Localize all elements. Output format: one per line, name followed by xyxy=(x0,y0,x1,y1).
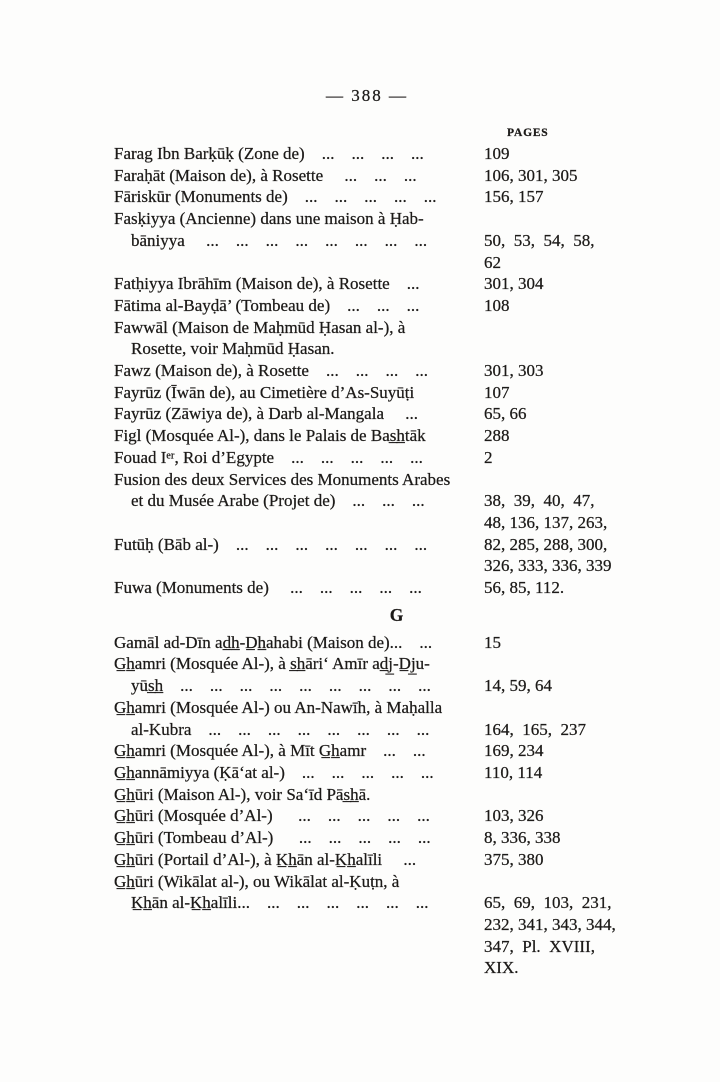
section-heading: G xyxy=(389,604,405,625)
entry-text: al-Kubra ... ... ... ... ... ... ... ... xyxy=(131,719,430,739)
index-entry-line xyxy=(114,914,620,936)
index-entry-line xyxy=(114,252,620,274)
entry-text: bāniyya ... ... ... ... ... ... ... ... xyxy=(131,230,428,250)
entry-pages: XIX. xyxy=(484,958,519,978)
entry-text: G̲h̲ūri (Maison Al-), voir Sa‘īd Pās̲h̲ā. xyxy=(114,784,371,804)
index-entry-line xyxy=(114,784,620,806)
entry-text: G̲h̲ūri (Tombeau d’Al-) ... ... ... ... ... xyxy=(114,828,431,848)
index-entry-line xyxy=(114,719,620,741)
entry-text: Futūḥ (Bāb al-) ... ... ... ... ... ... ... xyxy=(114,534,428,554)
pages-column-header-row xyxy=(114,123,620,138)
index-content xyxy=(114,123,620,979)
entry-pages: 347, Pl. XVIII, xyxy=(484,936,595,956)
entry-text: G̲h̲amri (Mosquée Al-), à s̲h̲āri‘ Amīr ad̲j̲-D̲j̲u- xyxy=(114,654,430,674)
entry-pages: 164, 165, 237 xyxy=(484,719,586,739)
entry-text: yūs̲h̲ ... ... ... ... ... ... ... ... ... xyxy=(131,676,431,696)
entry-pages xyxy=(484,469,620,491)
entry-pages: 8, 336, 338 xyxy=(484,828,561,848)
entry-pages: 50, 53, 54, 58, xyxy=(484,230,595,250)
index-entry-line xyxy=(114,697,620,719)
index-entry-line xyxy=(114,827,620,849)
entry-pages: 109 xyxy=(484,144,510,163)
entry-text: Fuwa (Monuments de) ... ... ... ... ... xyxy=(114,578,422,598)
entry-pages: 169, 234 xyxy=(484,741,544,761)
entry-pages xyxy=(484,208,620,230)
index-entry-line xyxy=(114,186,620,208)
index-entry-line xyxy=(114,805,620,827)
entry-text: Fayrūz (Īwān de), au Cimetière d’As-Suyūṭi xyxy=(114,382,415,402)
index-entry-line xyxy=(114,295,620,317)
index-entry-line xyxy=(114,425,620,447)
entry-pages: 38, 39, 40, 47, xyxy=(484,491,595,511)
entry-text: Fayrūz (Zāwiya de), à Darb al-Mangala ... xyxy=(114,404,418,424)
entry-text: Fusion des deux Services des Monuments Arabes xyxy=(114,469,451,489)
entry-text xyxy=(114,914,484,936)
entry-text: G̲h̲annāmiyya (Ḳā‘at al-) ... ... ... ... ... xyxy=(114,762,434,782)
entry-pages: 156, 157 xyxy=(484,187,544,207)
entry-pages: 65, 69, 103, 231, xyxy=(484,893,612,913)
entry-pages xyxy=(484,697,620,719)
index-entry-line xyxy=(114,382,620,404)
index-entry-line xyxy=(114,447,620,469)
entry-text: Gamāl ad-Dīn ad̲h̲-D̲h̲ahabi (Maison de)... ... xyxy=(114,632,433,652)
entry-text: et du Musée Arabe (Projet de) ... ... ... xyxy=(131,491,425,511)
entry-pages xyxy=(484,653,620,675)
index-entry-line xyxy=(114,273,620,295)
entry-pages: 2 xyxy=(484,447,493,467)
index-entry-line xyxy=(114,208,620,230)
entry-pages: 62 xyxy=(484,252,501,272)
index-entry-line xyxy=(114,871,620,893)
entry-pages: 301, 303 xyxy=(484,361,544,381)
entry-text: Figl (Mosquée Al-), dans le Palais de Bas̲h̲tāk xyxy=(114,426,426,446)
entry-text: G̲h̲ūri (Mosquée d’Al-) ... ... ... ... ... xyxy=(114,806,430,826)
entry-pages: 288 xyxy=(484,426,510,446)
entry-pages: 15 xyxy=(484,632,501,652)
entry-pages xyxy=(484,784,620,806)
index-entry-line xyxy=(114,632,620,654)
entry-pages: 375, 380 xyxy=(484,849,544,869)
entry-pages xyxy=(484,317,620,339)
entry-text: Fouad Iᵉʳ, Roi d’Egypte ... ... ... ... ... xyxy=(114,447,423,467)
entry-text xyxy=(114,957,484,979)
entry-pages: 110, 114 xyxy=(484,762,543,782)
index-entry-line xyxy=(114,143,620,165)
entry-pages: 103, 326 xyxy=(484,806,544,826)
index-entry-line xyxy=(114,577,620,599)
entry-text: Fātima al-Bayḍā’ (Tombeau de) ... ... ... xyxy=(114,295,420,315)
entry-pages xyxy=(484,338,620,360)
entry-text: Fasḳiyya (Ancienne) dans une maison à Ḥab- xyxy=(114,209,424,229)
entry-text: K̲h̲ān al-K̲h̲alīli... ... ... ... ... ... ... xyxy=(131,893,429,913)
entry-pages: 108 xyxy=(484,295,510,315)
index-entry-line xyxy=(114,653,620,675)
entry-text: G̲h̲ūri (Wikālat al-), ou Wikālat al-Ḳuṭn, à xyxy=(114,871,400,891)
entry-text xyxy=(114,512,484,534)
index-entry-line xyxy=(114,403,620,425)
index-entry-line xyxy=(114,555,620,577)
index-entry-line xyxy=(114,936,620,958)
entry-pages: 14, 59, 64 xyxy=(484,676,552,696)
index-entry-line xyxy=(114,740,620,762)
entry-text: Fawz (Maison de), à Rosette ... ... ... ... xyxy=(114,361,428,381)
entry-pages: 82, 285, 288, 300, xyxy=(484,534,608,554)
index-entry-line xyxy=(114,849,620,871)
entry-pages: 326, 333, 336, 339 xyxy=(484,556,612,576)
index-entry-line xyxy=(114,512,620,534)
entry-text xyxy=(114,936,484,958)
page-number: — 388 — xyxy=(326,86,408,105)
entry-pages: 301, 304 xyxy=(484,274,544,294)
entry-pages: 56, 85, 112. xyxy=(484,578,565,598)
entry-text: Faraḥāt (Maison de), à Rosette ... ... ... xyxy=(114,165,417,185)
entry-pages: 106, 301, 305 xyxy=(484,165,578,185)
entry-text: Fāriskūr (Monuments de) ... ... ... ... ... xyxy=(114,187,437,207)
index-entry-list xyxy=(114,143,620,979)
entry-pages: 107 xyxy=(484,382,510,402)
index-entry-line xyxy=(114,338,620,360)
index-entry-line xyxy=(114,762,620,784)
pages-column-label: PAGES xyxy=(507,127,549,139)
index-entry-line xyxy=(114,892,620,914)
entry-pages: 232, 341, 343, 344, xyxy=(484,914,616,934)
entry-text: G̲h̲amri (Mosquée Al-), à Mīt G̲h̲amr ... ... xyxy=(114,741,426,761)
entry-text: Rosette, voir Maḥmūd Ḥasan. xyxy=(131,339,335,359)
entry-text: G̲h̲amri (Mosquée Al-) ou An-Nawīh, à Maḥalla xyxy=(114,697,443,717)
entry-text xyxy=(114,252,484,274)
index-entry-line xyxy=(114,165,620,187)
entry-text xyxy=(114,555,484,577)
index-entry-line xyxy=(114,230,620,252)
index-entry-line xyxy=(114,469,620,491)
entry-pages: 48, 136, 137, 263, xyxy=(484,512,608,532)
entry-text: Farag Ibn Barḳūḳ (Zone de) ... ... ... ... xyxy=(114,144,424,163)
entry-pages xyxy=(484,871,620,893)
index-entry-line xyxy=(114,957,620,979)
entry-text: Fatḥiyya Ibrāhīm (Maison de), à Rosette ... xyxy=(114,274,420,294)
entry-pages: 65, 66 xyxy=(484,404,527,424)
entry-text: G̲h̲ūri (Portail d’Al-), à K̲h̲ān al-K̲h̲alīli ... xyxy=(114,849,417,869)
index-entry-line xyxy=(114,675,620,697)
index-entry-line xyxy=(114,317,620,339)
index-entry-line xyxy=(114,360,620,382)
index-entry-line xyxy=(114,534,620,556)
entry-text: Fawwāl (Maison de Maḥmūd Ḥasan al-), à xyxy=(114,317,406,337)
index-entry-line xyxy=(114,490,620,512)
